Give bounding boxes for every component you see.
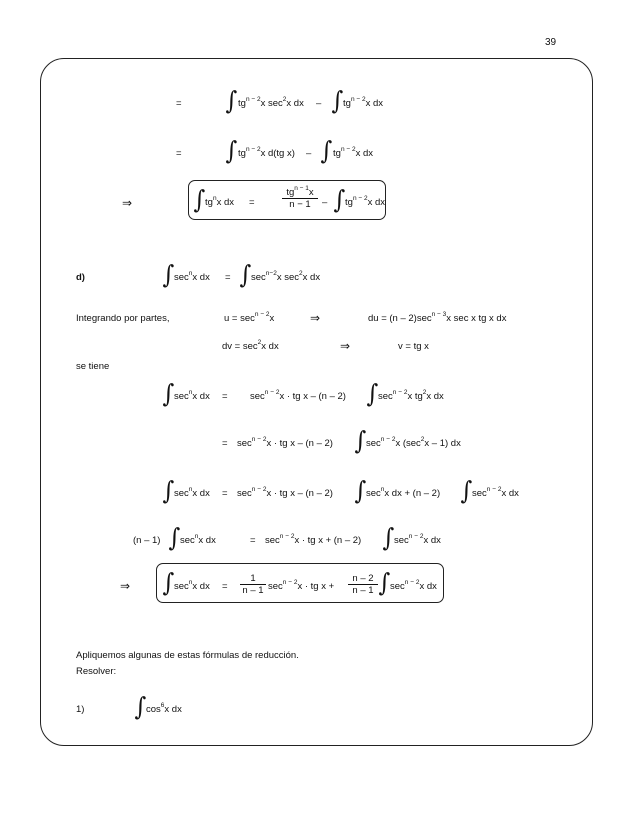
se-tiene-text: se tiene — [76, 361, 110, 372]
implies-symbol: ⇒ — [310, 311, 321, 325]
du-definition: du = $(n - 2)\sec^{n - 3}x$ sec x tg x dx — [368, 311, 507, 324]
expression: $\sec^{n - 2}x$ · tg x – (n – 2) — [237, 486, 333, 499]
integrand: $\cos^6x$ dx — [146, 702, 182, 715]
integral-sign: ∫ — [193, 185, 206, 214]
expression: $\sec^{n - 2}x$ · tg x – (n – 2) — [250, 389, 346, 402]
integrand: $\sec^{n-2}x$ $\sec^2x$ dx — [251, 270, 321, 283]
integral-sign: ∫ — [239, 260, 252, 289]
integrand: $\sec^{n - 2}x$ dx — [472, 486, 519, 499]
integrand: $tg^{n - 2}x$ d(tg x) — [238, 146, 295, 159]
integral-sign: ∫ — [225, 86, 238, 115]
integral-sign: ∫ — [460, 476, 473, 505]
expression: $\sec^{n - 2}x$ · tg x + — [268, 579, 335, 592]
equals-sign: = — [176, 148, 182, 159]
integral-sign: ∫ — [162, 476, 175, 505]
integrand: $\sec^nx$ dx — [174, 270, 210, 283]
equals-sign: = — [176, 98, 182, 109]
integrand: $\sec^{n - 2}x$ $tg^2x$ dx — [378, 389, 444, 402]
integral-sign: ∫ — [331, 86, 344, 115]
minus-sign: – — [322, 197, 328, 208]
integrand: $tg^{n - 2}x$ dx — [343, 96, 384, 109]
integral-sign: ∫ — [378, 568, 391, 597]
integral-sign: ∫ — [168, 523, 181, 552]
integrand: $tg^{n - 2}x$ $\sec^2x$ dx — [238, 96, 304, 109]
equals-sign: = — [222, 438, 228, 449]
integrand: $\sec^nx$ dx — [174, 486, 210, 499]
u-definition: $u = \sec^{n - 2}x$ — [224, 311, 275, 324]
fraction: $\frac{n - 2}{n - 1}$ — [348, 573, 378, 596]
minus-sign: – — [306, 148, 312, 159]
integrand: $\sec^{n - 2}x$ $(\sec^2x - 1)$ dx — [366, 436, 461, 449]
integral-sign: ∫ — [162, 379, 175, 408]
integral-sign: ∫ — [382, 523, 395, 552]
integrand: $\sec^{n - 2}x$ dx — [390, 579, 437, 592]
fraction: $\frac{1}{n - 1}$ — [240, 573, 266, 596]
integrand: $tg^nx$ dx — [205, 195, 234, 208]
implies-symbol: ⇒ — [340, 339, 351, 353]
integrand: $\sec^nx$ dx + (n – 2) — [366, 486, 441, 499]
integral-sign: ∫ — [162, 568, 175, 597]
content-frame — [40, 58, 593, 746]
dv-definition: dv = $\sec^2x$ dx — [222, 339, 279, 352]
equals-sign: = — [222, 581, 228, 592]
equals-sign: = — [222, 391, 228, 402]
v-definition: v = tg x — [398, 341, 429, 352]
integrando-text: Integrando por partes, — [76, 313, 170, 324]
equals-sign: = — [250, 535, 256, 546]
equals-sign: = — [222, 488, 228, 499]
implies-symbol: ⇒ — [122, 196, 133, 210]
integrand: $\sec^nx$ dx — [174, 579, 210, 592]
integral-sign: ∫ — [354, 426, 367, 455]
apliquemos-text: Apliquemos algunas de estas fórmulas de reducción. — [76, 650, 299, 661]
integral-sign: ∫ — [225, 136, 238, 165]
page-number: 39 — [545, 37, 557, 48]
integrand: $tg^{n - 2}x$ dx — [333, 146, 374, 159]
integral-sign: ∫ — [320, 136, 333, 165]
problem-label-1: 1) — [76, 704, 85, 715]
integrand: $\sec^nx$ dx — [180, 533, 216, 546]
section-label-d: d) — [76, 272, 85, 283]
integrand: $tg^{n - 2}x$ dx — [345, 195, 386, 208]
equals-sign: = — [249, 197, 255, 208]
resolver-text: Resolver: — [76, 666, 117, 677]
equals-sign: = — [225, 272, 231, 283]
integral-sign: ∫ — [333, 185, 346, 214]
coefficient: (n – 1) — [133, 535, 161, 546]
expression: $\sec^{n - 2}x$ · tg x – (n – 2) — [237, 436, 333, 449]
implies-symbol: ⇒ — [120, 579, 131, 593]
integrand: $\sec^{n - 2}x$ dx — [394, 533, 441, 546]
integral-sign: ∫ — [134, 692, 147, 721]
expression: $\sec^{n - 2}x$ · tg x + (n – 2) — [265, 533, 362, 546]
integral-sign: ∫ — [366, 379, 379, 408]
integral-sign: ∫ — [162, 260, 175, 289]
minus-sign: – — [316, 98, 322, 109]
integrand: $\sec^nx$ dx — [174, 389, 210, 402]
integral-sign: ∫ — [354, 476, 367, 505]
fraction: $tg^{n - 1}x$ n − 1 — [282, 187, 318, 210]
